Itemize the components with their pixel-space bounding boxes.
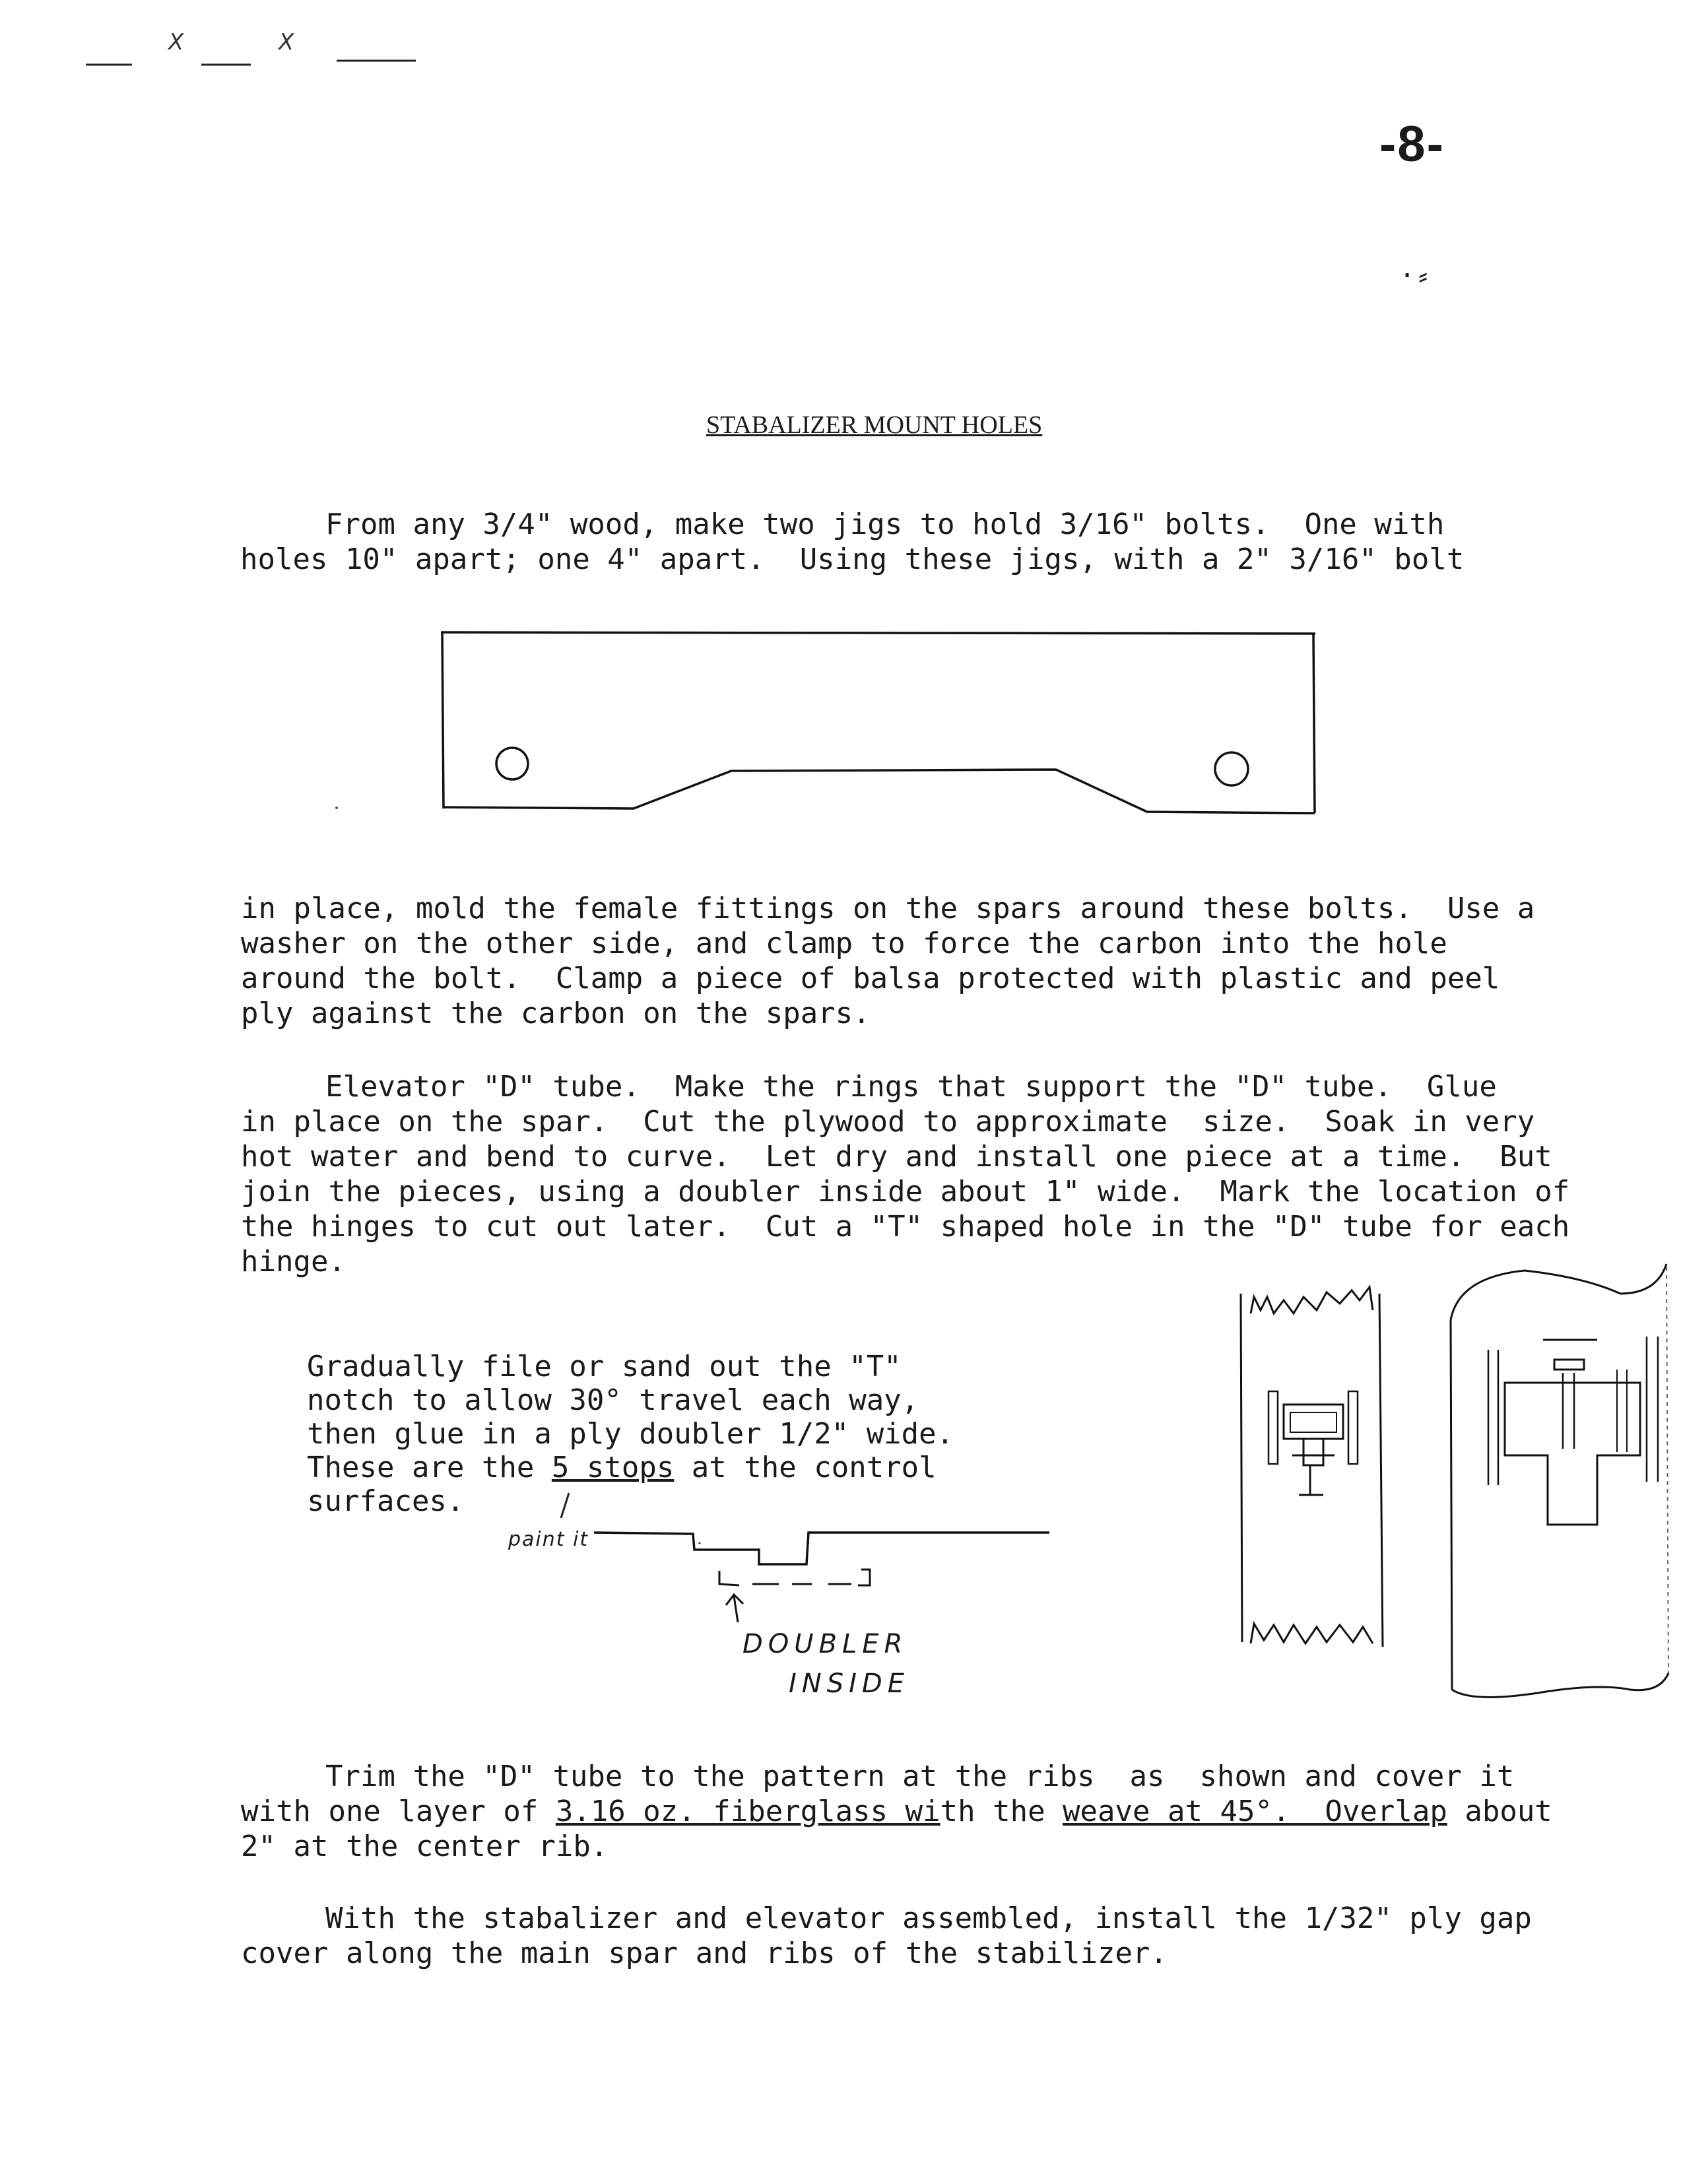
paint-label: paint it (508, 1528, 589, 1551)
paragraph-trim (241, 1759, 1552, 1864)
section-heading: STABALIZER MOUNT HOLES (706, 411, 1043, 439)
paragraph-line: surfaces. (307, 1484, 465, 1518)
paragraph-line: cover along the main spar and ribs of the stabilizer. (241, 1936, 1168, 1970)
paragraph-line: holes 10" apart; one 4" apart. Using these jigs, with a 2" 3/16" bolt (240, 543, 1465, 576)
paragraph-fittings (241, 891, 1534, 1031)
paragraph-d-tube (241, 1069, 1569, 1279)
page-number: -8- (1379, 116, 1445, 172)
paragraph-line: then glue in a ply doubler 1/2" wide. (307, 1417, 954, 1451)
top-mark-1: X (168, 29, 184, 55)
paragraph-line: Gradually file or sand out the "T" (307, 1350, 902, 1383)
paragraph-gap-cover (241, 1901, 1532, 1971)
underlined-weave-overlap: weave at 45°. Overlap (1063, 1795, 1447, 1828)
paragraph-line: hot water and bend to curve. Let dry and install one piece at a time. But (241, 1140, 1552, 1174)
paragraph-line-post: at the control (674, 1451, 937, 1484)
corner-scribble-mark: ·⸗ (1399, 261, 1432, 291)
paragraph-line-pre: with one layer of (241, 1795, 556, 1828)
doubler-label: DOUBLER (742, 1629, 908, 1659)
paragraph-line-pre: These are the (307, 1451, 552, 1484)
paragraph-line: washer on the other side, and clamp to force the carbon into the hole (241, 927, 1447, 960)
paragraph-line: in place on the spar. Cut the plywood to approximate size. Soak in very (241, 1105, 1535, 1139)
top-mark-2: X (279, 29, 294, 55)
paragraph-t-notch (307, 1350, 954, 1518)
paragraph-line: notch to allow 30° travel each way, (307, 1383, 919, 1417)
paragraph-line-mid: th the (940, 1795, 1063, 1828)
paragraph-line: Trim the "D" tube to the pattern at the ribs as shown and cover it (325, 1760, 1515, 1793)
paragraph-line: Elevator "D" tube. Make the rings that support the "D" tube. Glue (325, 1070, 1497, 1104)
paragraph-jigs (241, 507, 1464, 577)
underlined-5-stops: 5 stops (551, 1451, 675, 1484)
paragraph-line: 2" at the center rib. (241, 1830, 609, 1863)
bolt-hole-right (1215, 752, 1248, 785)
paragraph-line: around the bolt. Clamp a piece of balsa protected with plastic and peel (241, 962, 1500, 995)
paragraph-line: hinge. (241, 1245, 346, 1278)
paragraph-line: the hinges to cut out later. Cut a "T" shaped hole in the "D" tube for each (241, 1210, 1570, 1243)
paragraph-line: join the pieces, using a doubler inside about 1" wide. Mark the location of (241, 1175, 1570, 1208)
paragraph-line: From any 3/4" wood, make two jigs to hold 3/16" bolts. One with (325, 508, 1445, 541)
inside-label: INSIDE (789, 1669, 909, 1699)
bolt-hole-left (496, 748, 528, 779)
paragraph-line: in place, mold the female fittings on the spars around these bolts. Use a (241, 892, 1535, 925)
paragraph-line-post: about (1447, 1795, 1552, 1828)
underlined-fiberglass: 3.16 oz. fiberglass wi (555, 1795, 940, 1828)
paragraph-line: With the stabalizer and elevator assembled, install the 1/32" ply gap (325, 1902, 1532, 1935)
paragraph-line: ply against the carbon on the spars. (241, 997, 871, 1030)
top-blank-marks (79, 20, 422, 73)
